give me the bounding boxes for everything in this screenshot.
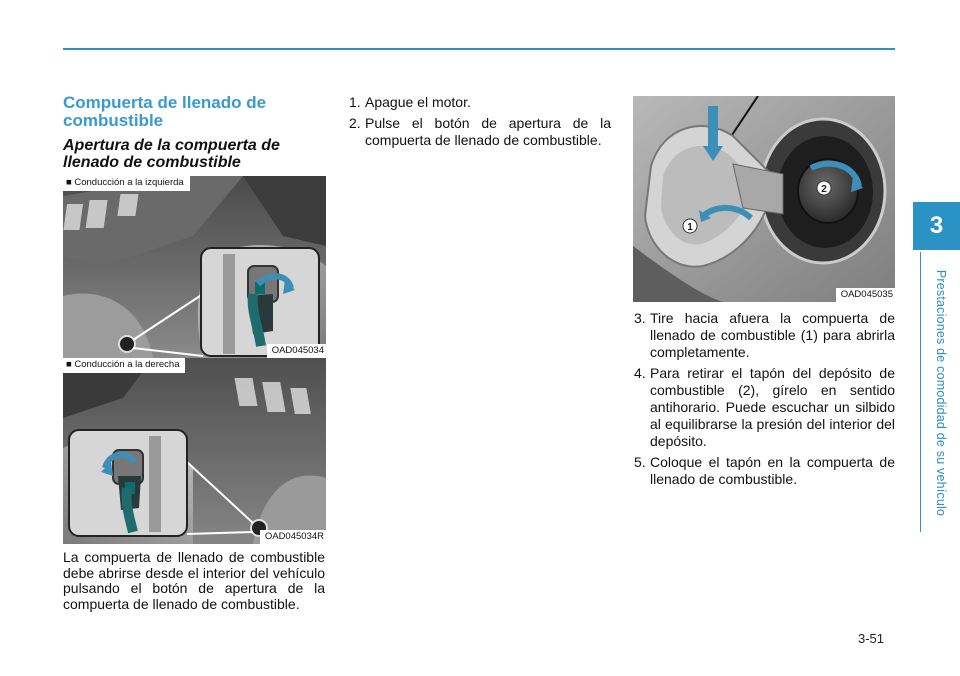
step-number: 2. (349, 115, 361, 131)
figure-left-hand-drive (63, 176, 326, 358)
step-number: 5. (634, 454, 646, 470)
step-number: 1. (349, 94, 361, 110)
step-text: Tire hacia afuera la compuerta de llenado de combustible (1) para abrirla completamente. (650, 310, 895, 360)
chapter-title-text: Prestaciones de comodidad de su vehículo (934, 269, 948, 516)
step-text: Coloque el tapón en la compuerta de llenado de combustible. (650, 454, 895, 487)
figure-right-hand-drive (63, 358, 326, 544)
fuel-door-button-rhd-illustration (63, 358, 326, 544)
step-text: Pulse el botón de apertura de la compuerta de llenado de combustible. (365, 115, 611, 148)
step-text: Apague el motor. (365, 94, 471, 110)
figure-caption-lhd: ■ Conducción a la izquierda (63, 176, 190, 191)
callout-1: 1 (687, 222, 693, 233)
callout-2: 2 (821, 184, 827, 195)
figure-caption-rhd: ■ Conducción a la derecha (63, 358, 185, 373)
chapter-tab (913, 202, 960, 250)
step-item (634, 454, 895, 488)
figure-code-rhd: OAD045034R (260, 530, 326, 544)
header-rule (63, 48, 895, 50)
figure-code-fuel-door: OAD045035 (836, 288, 895, 302)
fuel-door-button-lhd-illustration (63, 176, 326, 358)
step-number: 4. (634, 365, 646, 381)
steps-list-1 (349, 94, 611, 153)
step-item (349, 115, 611, 149)
step-number: 3. (634, 310, 646, 326)
section-title: Compuerta de llenado de combustible (63, 93, 267, 130)
fuel-door-open-illustration (633, 96, 895, 302)
chapter-rule (920, 252, 921, 532)
step-item (349, 94, 611, 111)
step-item (634, 365, 895, 450)
page-number: 3-51 (858, 631, 885, 646)
figure-fuel-door-open (633, 96, 895, 302)
figure-code-lhd: OAD045034 (267, 344, 326, 358)
chapter-number: 3 (929, 212, 944, 239)
steps-list-2 (634, 310, 895, 492)
body-paragraph: La compuerta de llenado de combustible debe abrirse desde el interior del vehículo pulsando el botón de apertura de la compuerta de llenado de combustible. (63, 549, 325, 612)
section-subtitle: Apertura de la compuerta de llenado de combustible (63, 137, 280, 171)
chapter-title (933, 255, 949, 530)
step-text: Para retirar el tapón del depósito de combustible (2), gírelo en sentido antihorario. Puede escuchar un silbido al equilibrarse la presión del interior del depósito. (650, 365, 895, 449)
step-item (634, 310, 895, 361)
